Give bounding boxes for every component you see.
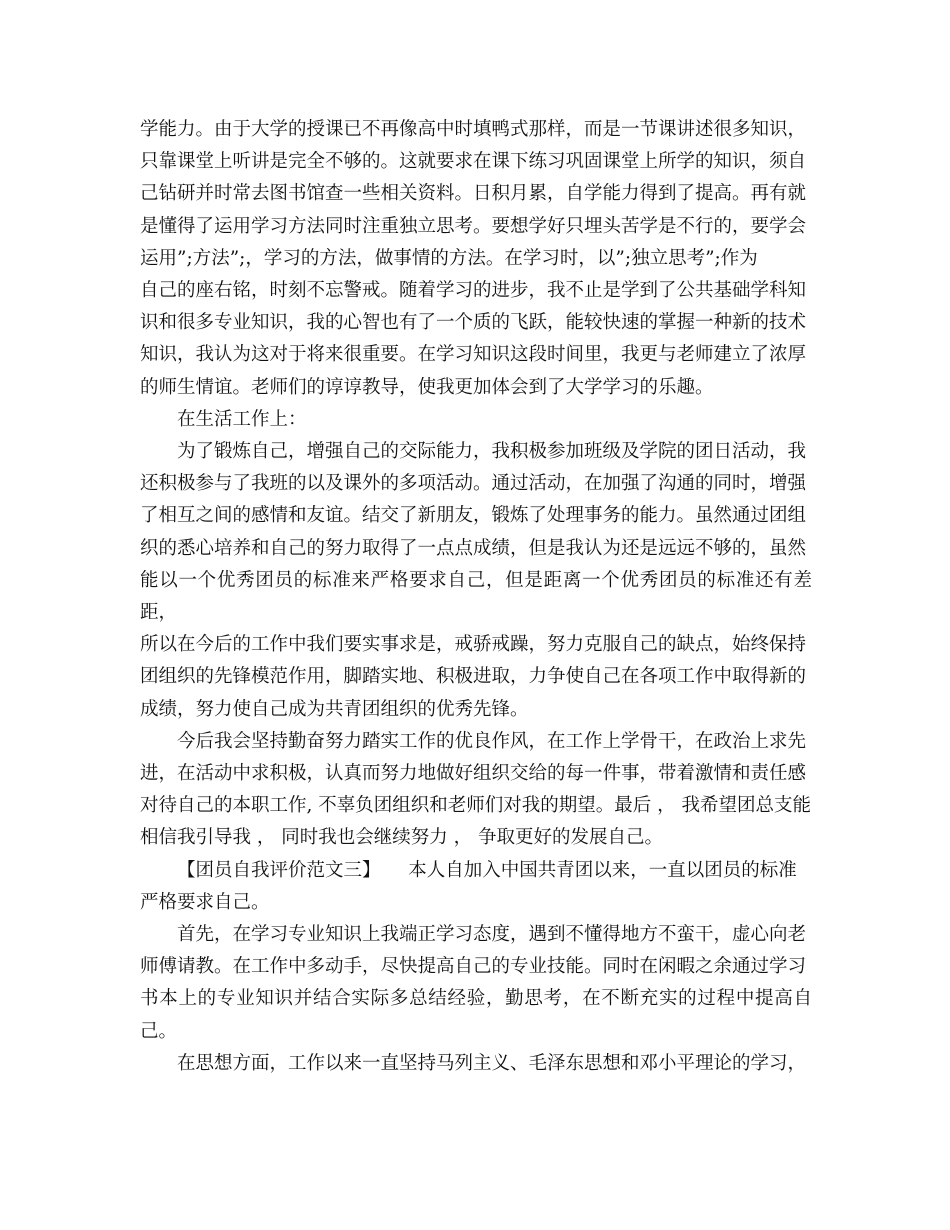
- paragraph-future-plan: 今后我会坚持勤奋努力踏实工作的优良作风，在工作上学骨干，在政治上求先 进，在活动中求积极，认真而努力地做好组织交给的每一件事，带着激情和责任感 对待自己的本职工作, 不辜负团组织和老师们对我的期望。最后 ， 我希望团总支能 相信我引导我 ， 同时我也会继续努力 ， 争取更好的发展自己。: [140, 730, 812, 849]
- paragraph-ideology: 在思想方面，工作以来一直坚持马列主义、毛泽东思想和邓小平理论的学习，: [177, 1052, 807, 1074]
- paragraph-professional-study: 首先，在学习专业知识上我端正学习态度，遇到不懂得地方不蛮干，虚心向老 师傅请教。在工作中多动手，尽快提高自己的专业技能。同时在闲暇之余通过学习 书本上的专业知识并结合实际多总结经验，勤思考，在不断充实的过程中提高自己。: [140, 924, 812, 1042]
- paragraph-study-ability: 学能力。由于大学的授课已不再像高中时填鸭式那样，而是一节课讲述很多知识， 只靠课堂上听讲是完全不够的。这就要求在课下练习巩固课堂上所学的知识，须自 己钻研并时常去图书馆查一些相关资料。日积月累，自学能力得到了提高。再有就 是懂得了运用学习方法同时注重独立思考。要想学好只埋头苦学是不行的，要学会 运用”;方法”;，学习的方法，做事情的方法。在学习时，以”;独立思考”;作为 自己的座右铭，时刻不忘警戒。随着学习的进步，我不止是学到了公共基础学科知 识和很多专业知识，我的心智也有了一个质的飞跃，能较快速的掌握一种新的技术 知识，我认为这对于将来很重要。在学习知识这段时间里，我更与老师建立了浓厚 的师生情谊。老师们的谆谆教导，使我更加体会到了大学学习的乐趣。: [140, 119, 807, 398]
- paragraph-life-work-heading: 在生活工作上：: [177, 408, 307, 430]
- paragraph-sample-three-intro: 【团员自我评价范文三】 本人自加入中国共青团以来，一直以团员的标准 严格要求自己。: [140, 859, 797, 913]
- paragraph-activities: 为了锻炼自己，增强自己的交际能力，我积极参加班级及学院的团日活动，我 还积极参与了我班的以及课外的多项活动。通过活动，在加强了沟通的同时，增强 了相互之间的感情和友谊。结交了新朋友，锻炼了处理事务的能力。虽然通过团组 织的悉心培养和自己的努力取得了一点点成绩，但是我认为还是远远不够的，虽然 能以一个优秀团员的标准来严格要求自己，但是距离一个优秀团员的标准还有差距， 所以在今后的工作中我们要实事求是，戒骄戒躁，努力克服自己的缺点，始终保持 团组织的先锋模范作用，脚踏实地、积极进取，力争使自己在各项工作中取得新的 成绩，努力使自己成为共青团组织的优秀先锋。: [140, 441, 812, 720]
- document-page: [140, 114, 812, 1080]
